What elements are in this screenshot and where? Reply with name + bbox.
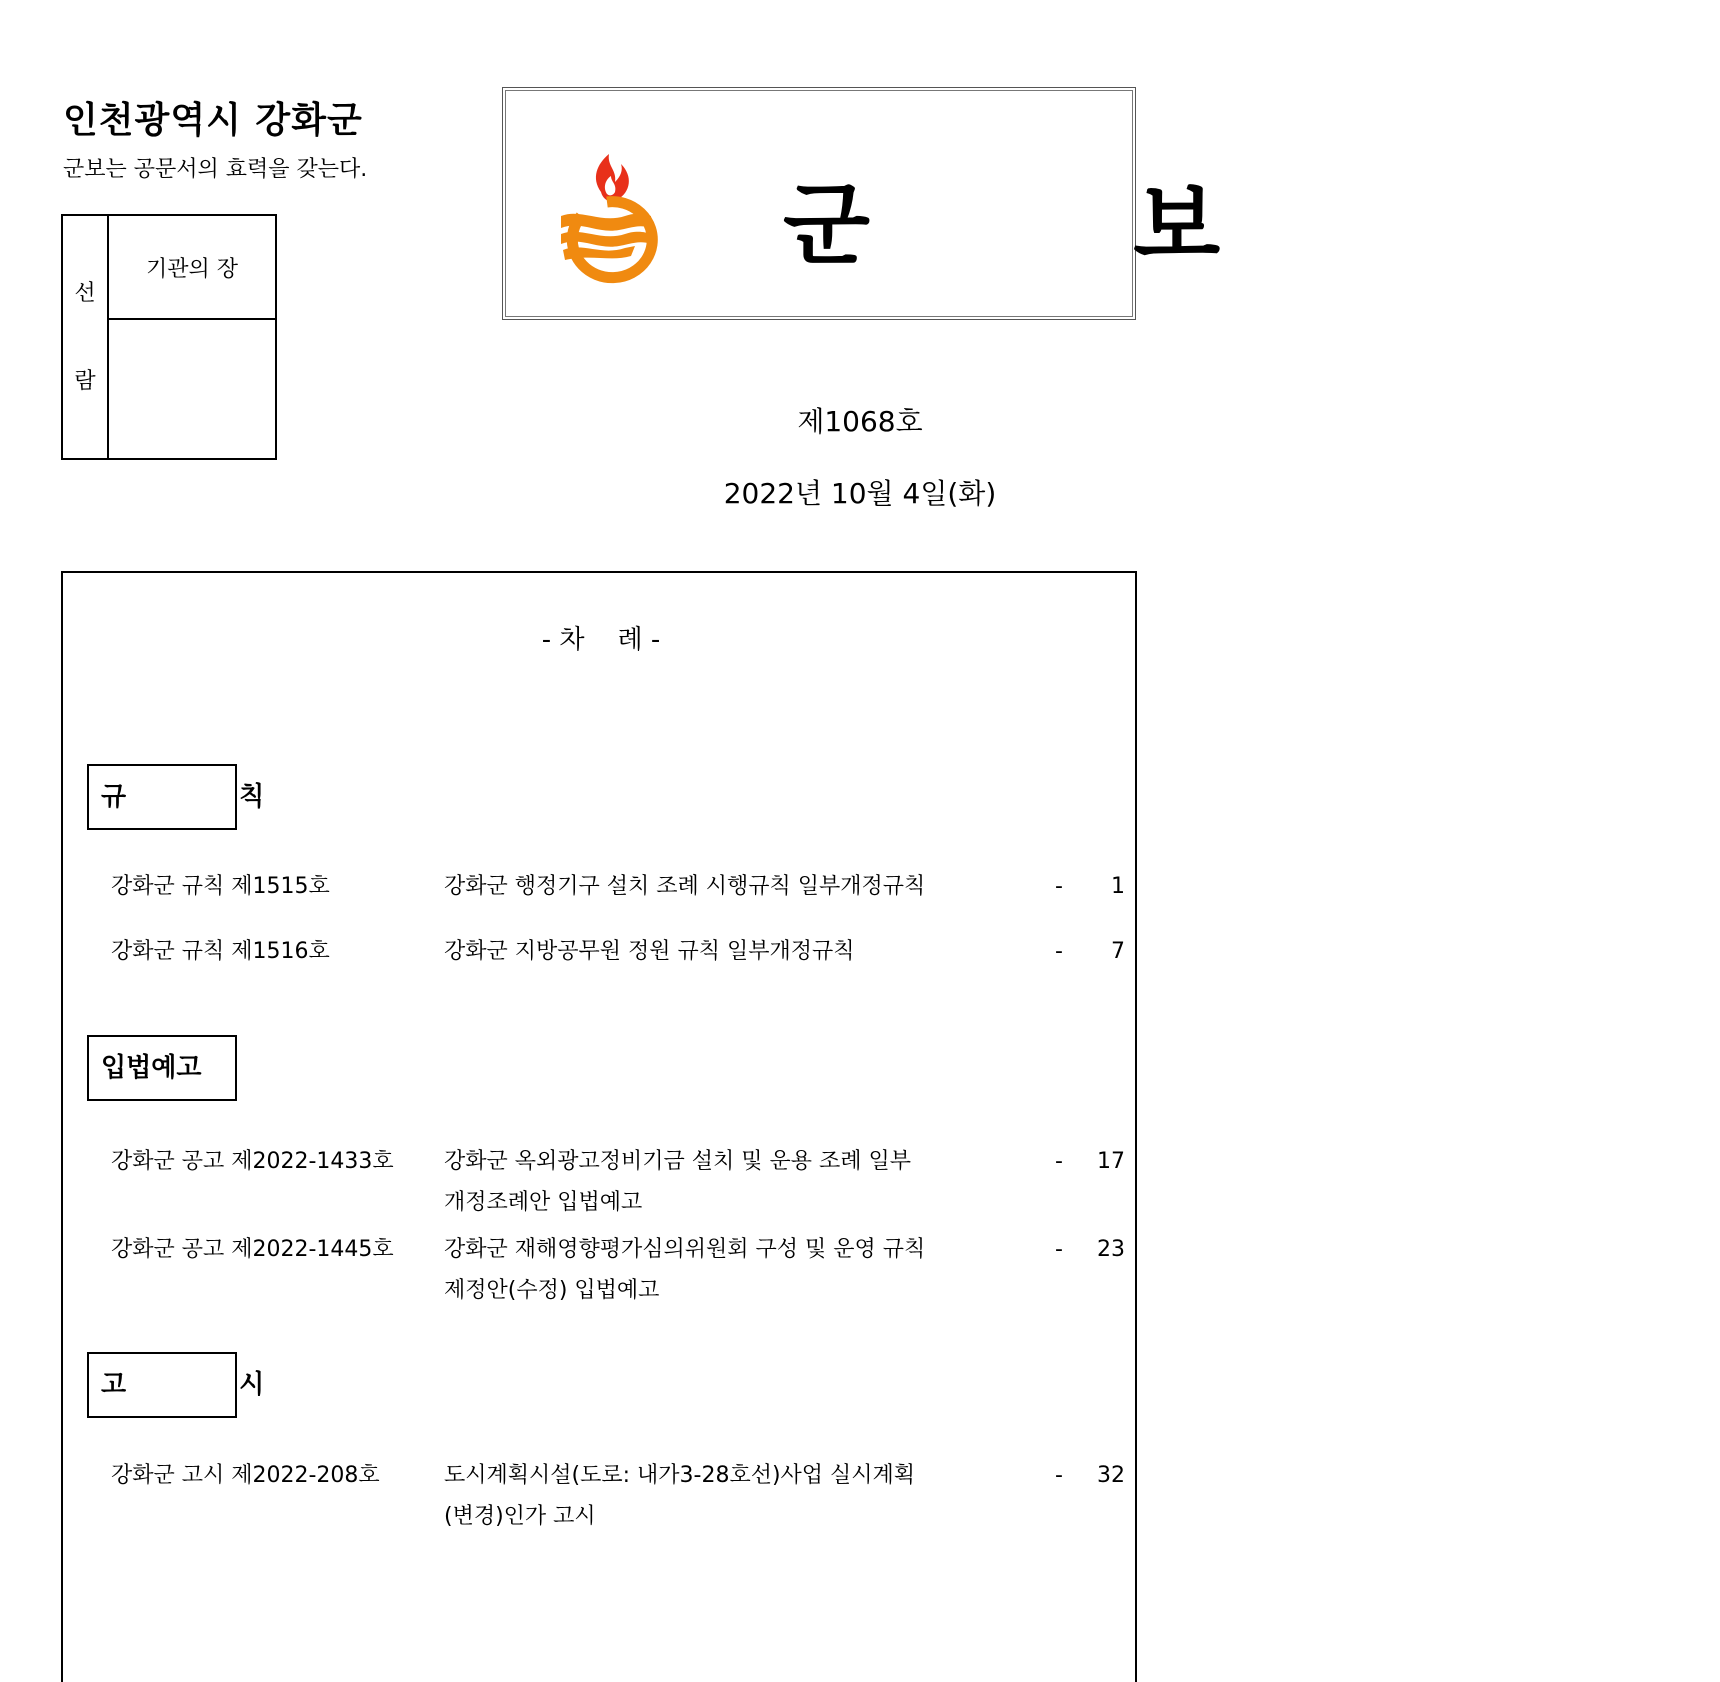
entry-leader: - — [1055, 939, 1063, 964]
flame-emblem-icon — [541, 136, 673, 280]
entry-number: 강화군 공고 제2022-1445호 — [111, 1237, 394, 1262]
entry-title-line-2: (변경)인가 고시 — [444, 1504, 596, 1529]
entry-number: 강화군 고시 제2022-208호 — [111, 1463, 380, 1488]
review-side-char-1: 선 — [74, 281, 96, 306]
entry-leader: - — [1055, 1463, 1063, 1488]
entry-page: 1 — [1111, 874, 1125, 899]
publisher-name: 인천광역시 강화군 — [63, 100, 363, 141]
issue-date: 2022년 10월 4일(화) — [723, 477, 997, 510]
entry-leader: - — [1055, 1237, 1063, 1262]
entry-number: 강화군 규칙 제1515호 — [111, 874, 330, 899]
entry-title-line-2: 제정안(수정) 입법예고 — [444, 1278, 660, 1303]
bulletin-title: 군 보 — [783, 173, 1337, 278]
entry-page: 17 — [1097, 1149, 1125, 1174]
issue-number: 제1068호 — [797, 405, 923, 438]
entry-number: 강화군 공고 제2022-1433호 — [111, 1149, 394, 1174]
entry-title: 도시계획시설(도로: 내가3-28호선)사업 실시계획 — [444, 1463, 916, 1488]
table-of-contents — [61, 571, 1137, 1682]
toc-title: - 차 례 - — [541, 625, 661, 655]
entry-number: 강화군 규칙 제1516호 — [111, 939, 330, 964]
review-head-label: 기관의 장 — [109, 216, 275, 320]
entry-leader: - — [1055, 874, 1063, 899]
entry-page: 32 — [1097, 1463, 1125, 1488]
entry-title: 강화군 재해영향평가심의위원회 구성 및 운영 규칙 — [444, 1237, 926, 1262]
entry-page: 23 — [1097, 1237, 1125, 1262]
section-label-legislative-notice: 입법예고 — [87, 1035, 237, 1101]
entry-title: 강화군 행정기구 설치 조례 시행규칙 일부개정규칙 — [444, 874, 926, 899]
masthead — [502, 87, 1337, 320]
section-label-public-notice: 고 시 — [87, 1352, 237, 1418]
entry-page: 7 — [1111, 939, 1125, 964]
entry-title-line-2: 개정조례안 입법예고 — [444, 1190, 643, 1215]
legal-effect-note: 군보는 공문서의 효력을 갖는다. — [63, 157, 368, 182]
entry-title: 강화군 지방공무원 정원 규칙 일부개정규칙 — [444, 939, 855, 964]
entry-title: 강화군 옥외광고정비기금 설치 및 운용 조례 일부 — [444, 1149, 912, 1174]
review-side-char-2: 람 — [74, 369, 96, 394]
section-label-rules: 규 칙 — [87, 764, 237, 830]
entry-leader: - — [1055, 1149, 1063, 1174]
